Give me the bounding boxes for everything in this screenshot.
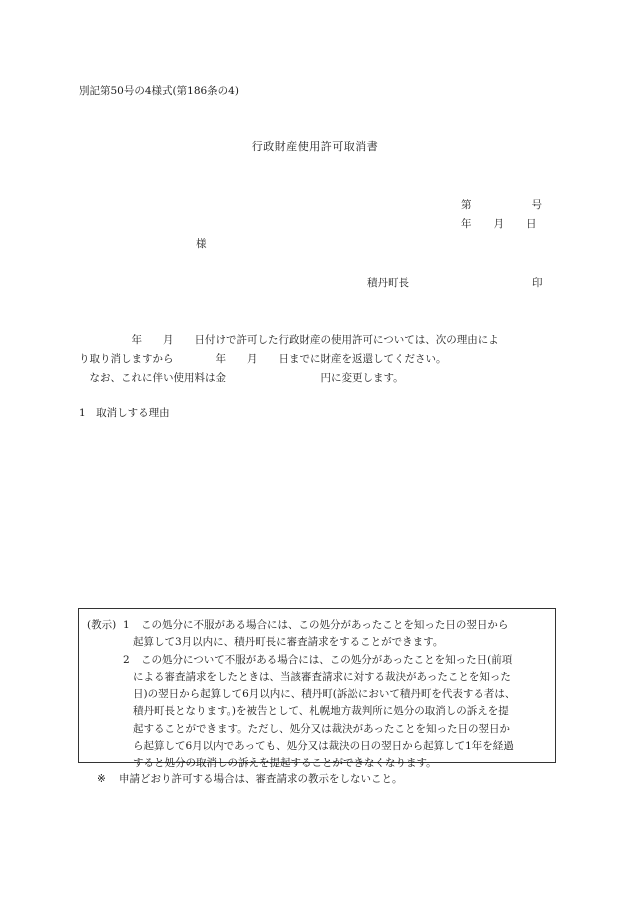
notice-item-2 [87, 652, 547, 773]
document-date [461, 217, 537, 232]
date-year: 年 [461, 218, 472, 230]
issuer: 積丹町長 [367, 277, 409, 289]
date-day: 日 [526, 218, 537, 230]
notice-line: による審査請求をしたときは、当該審査請求に対する裁決があったことを知った [133, 670, 511, 683]
body-paragraph [79, 331, 549, 388]
footnote [97, 772, 403, 787]
reference-mark: ※ [97, 773, 106, 785]
notice-line: ら起算して6月以内であっても、処分又は裁決の日の翌日から起算して1年を経過 [133, 740, 514, 753]
number-suffix: 号 [531, 199, 542, 211]
notice-line: 積丹町長となります。)を被告として、札幌地方裁判所に処分の取消しの訴えを提 [133, 705, 509, 718]
body-line: 年 月 日付けで許可した行政財産の使用許可については、次の理由によ [79, 334, 499, 346]
notice-label: (教示) [87, 619, 117, 631]
section-heading-reason: 1 取消しする理由 [79, 407, 170, 419]
notice-line: 起することができます。ただし、処分又は裁決があったことを知った日の翌日か [133, 722, 511, 735]
notice-item-number: 1 [123, 619, 130, 631]
notice-line: 起算して3月以内に、積丹町長に審査請求をすることができます。 [133, 636, 444, 649]
footnote-text: 申請どおり許可する場合は、審査請求の教示をしないこと。 [119, 773, 403, 785]
seal-mark: 印 [532, 277, 543, 289]
notice-line: 日)の翌日から起算して6月以内に、積丹町(訴訟において積丹町を代表する者は、 [133, 688, 516, 701]
notice-line: この処分について不服がある場合には、この処分があったことを知った日(前項 [141, 653, 513, 666]
number-prefix: 第 [461, 199, 472, 211]
document-title: 行政財産使用許可取消書 [251, 140, 379, 153]
notice-item-number: 2 [123, 653, 130, 666]
addressee: 様 [196, 238, 207, 250]
date-month: 月 [493, 218, 504, 230]
notice-line: すると処分の取消しの訴えを提起することができなくなります。 [133, 757, 437, 770]
document-number [461, 198, 542, 213]
body-line: り取り消しますから 年 月 日までに財産を返還してください。 [79, 353, 447, 365]
notice-line: この処分に不服がある場合には、この処分があったことを知った日の翌日から [141, 619, 509, 631]
notice-item-1 [87, 617, 547, 652]
body-line: なお、これに伴い使用料は金 円に変更します。 [79, 372, 404, 384]
form-id: 別記第50号の4様式(第186条の4) [79, 85, 239, 97]
appeal-notice-box [78, 608, 556, 770]
